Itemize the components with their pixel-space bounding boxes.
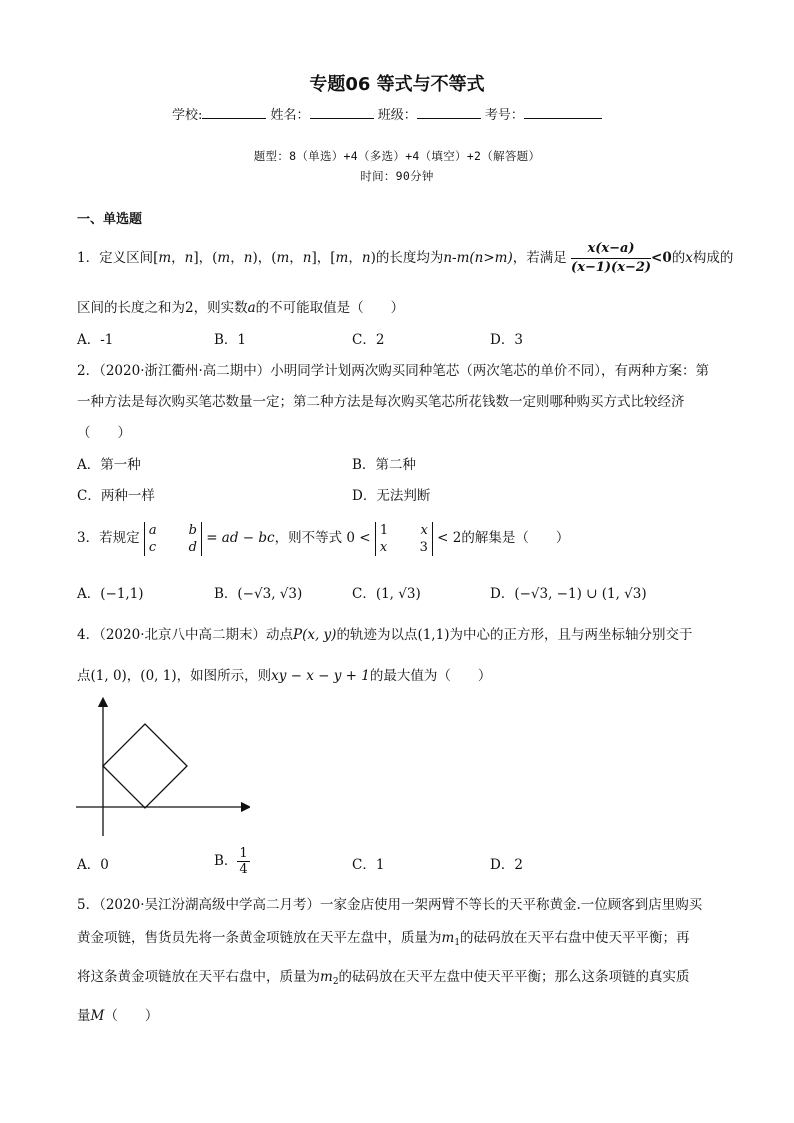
q1-text: ，若满足 <box>512 250 567 266</box>
q5-text: 将这条黄金项链放在天平右盘中，质量为 <box>77 969 320 985</box>
q4-text: 的最大值为（ ） <box>369 668 492 684</box>
subscript: 2 <box>332 977 339 987</box>
q2-line1: 2．（2020·浙江衢州·高二期中）小明同学计划两次购买同种笔芯（两次笔芯的单价不同），有两种方案：第 <box>77 363 710 379</box>
det-12: x <box>420 522 428 538</box>
q4-option-b[interactable] <box>214 841 250 881</box>
q5-text: （ ） <box>104 1008 159 1024</box>
q1-var: x <box>685 250 693 266</box>
q3-lower-bound: 0 < <box>346 530 371 546</box>
q1-var: m <box>158 250 172 266</box>
q2-option-d[interactable]: D．无法判断 <box>352 488 431 504</box>
q3-text: 的解集是（ ） <box>461 530 570 546</box>
q1-fraction-denominator: (x−1)(x−2) <box>571 260 652 275</box>
q1-text: ， <box>348 250 362 266</box>
exam-no-label: 考号： <box>484 108 524 123</box>
q1-option-d[interactable]: D．3 <box>490 332 523 348</box>
det-d: d <box>188 539 197 555</box>
q4-line1 <box>77 623 692 643</box>
q1-var: n <box>361 250 371 266</box>
q1-option-c[interactable]: C．2 <box>352 332 385 348</box>
q3-text: 3．若规定 <box>77 530 140 546</box>
q3-determinant-def <box>144 522 202 556</box>
fraction-denominator: 4 <box>239 862 248 877</box>
q1-text: ]，( <box>193 250 218 266</box>
fraction-numerator: 1 <box>239 846 248 861</box>
q4-text: ， <box>126 668 141 684</box>
q1-text: )，( <box>252 250 277 266</box>
q1-fraction <box>571 241 651 276</box>
q1-var: n <box>302 250 312 266</box>
q2-line2: 一种方法是每次购买笔芯数量一定；第二种方法是每次购买笔芯所花钱数一定则哪种购买方式比较经济 <box>77 394 685 410</box>
name-blank[interactable] <box>310 106 374 119</box>
q1-text: ， <box>230 250 244 266</box>
det-22: 3 <box>419 539 428 555</box>
q1-text: 的不可能取值是（ ） <box>255 300 405 316</box>
subscript: 1 <box>454 938 461 948</box>
q1-option-b[interactable]: B．1 <box>214 332 247 348</box>
page-title: 专题06 等式与不等式 <box>309 74 485 95</box>
q3-option-a[interactable]: A．(−1,1) <box>77 586 144 602</box>
q4-option-d[interactable]: D．2 <box>490 857 523 873</box>
q1-text: ]，[ <box>311 250 336 266</box>
q1-var: m <box>276 250 290 266</box>
q4-point-1-0: (1, 0) <box>90 668 127 684</box>
q3-option-b[interactable]: B．(−√3, √3) <box>214 586 303 602</box>
det-a: a <box>148 522 157 538</box>
q4-option-c[interactable]: C．1 <box>352 857 385 873</box>
det-21: x <box>379 539 388 555</box>
q5-line3 <box>77 965 690 987</box>
q1-var: m <box>335 250 349 266</box>
q4-expression: xy − x − y + 1 <box>271 668 370 684</box>
q5-mass-M: M <box>90 1008 105 1024</box>
q1-text: ， <box>289 250 303 266</box>
q4-point-p: P(x, y) <box>293 627 337 643</box>
q1-var: m <box>217 250 231 266</box>
q1-var: a <box>247 300 256 316</box>
q3-determinant <box>375 522 433 556</box>
q4-text: 为中心的正方形，且与两坐标轴分别交于 <box>449 627 693 643</box>
q1-var: n <box>243 250 253 266</box>
q1-text: ， <box>171 250 185 266</box>
q1-var: n <box>184 250 194 266</box>
det-c: c <box>148 539 157 555</box>
det-b: b <box>188 522 197 538</box>
q1-line2 <box>77 296 404 316</box>
q5-line4 <box>77 1004 158 1024</box>
q5-text: 量 <box>77 1008 91 1024</box>
q4-option-a[interactable]: A．0 <box>77 857 109 873</box>
class-blank[interactable] <box>417 106 481 119</box>
q5-line1: 5．（2020·吴江汾湖高级中学高二月考）一家金店使用一架两臂不等长的天平称黄金.一位顾客到店里购买 <box>77 897 703 913</box>
q3-equation: = ad − bc <box>206 530 275 546</box>
q5-text: 的砝码放在天平右盘中使天平平衡；再 <box>460 930 690 946</box>
q1-text: 区间的长度之和为2，则实数 <box>77 300 248 316</box>
q5-text: 的砝码放在天平左盘中使天平平衡；那么这条项链的真实质 <box>338 969 690 985</box>
school-blank[interactable] <box>202 106 266 119</box>
name-label: 姓名： <box>270 108 310 123</box>
q3-text: ，则不等式 <box>274 530 343 546</box>
q1-text: )的长度均为 <box>370 250 444 266</box>
q1-text: 的 <box>671 250 686 266</box>
q2-line3: （ ） <box>77 425 131 441</box>
q3-line <box>77 516 569 560</box>
det-11: 1 <box>379 522 389 538</box>
q3-upper-bound: < 2 <box>437 530 462 546</box>
exam-time: 时间：90分钟 <box>360 169 434 183</box>
q1-text: 1．定义区间[ <box>77 250 159 266</box>
q1-lt-zero: <0 <box>651 250 672 266</box>
q4-text: 4．（2020·北京八中高二期末）动点 <box>77 627 293 643</box>
q4-text: 的轨迹为以点 <box>336 627 418 643</box>
q4-option-b-label: B． <box>214 853 238 869</box>
q1-text: 构成的 <box>692 250 734 266</box>
q5-line2 <box>77 926 690 948</box>
exam-no-blank[interactable] <box>524 106 602 119</box>
q2-option-a[interactable]: A．第一种 <box>77 457 141 473</box>
q4-line2 <box>77 664 491 684</box>
class-label: 班级： <box>377 108 417 123</box>
q4-text: 点 <box>77 668 91 684</box>
q4-point-0-1: (0, 1) <box>140 668 177 684</box>
q1-option-a[interactable]: A．-1 <box>77 332 114 348</box>
student-info-fields <box>172 104 602 123</box>
q5-mass-m2: m <box>320 969 333 985</box>
q5-text: 黄金项链，售货员先将一条黄金项链放在天平左盘中，质量为 <box>77 930 442 946</box>
q3-option-c[interactable]: C．(1, √3) <box>352 586 421 602</box>
q1-fraction-numerator: x(x−a) <box>571 241 651 259</box>
section-heading: 一、单选题 <box>77 212 143 227</box>
school-label: 学校: <box>172 108 203 123</box>
q4-square-figure <box>70 696 250 838</box>
one-quarter-fraction <box>237 846 249 877</box>
q1-length-expr: n-m(n>m) <box>443 250 513 266</box>
q3-option-d[interactable]: D．(−√3, −1) ∪ (1, √3) <box>490 586 647 602</box>
q4-center: (1,1) <box>417 627 450 643</box>
q4-text: ，如图所示，则 <box>176 668 272 684</box>
q2-option-c[interactable]: C．两种一样 <box>77 488 155 504</box>
q5-mass-m1: m <box>441 930 455 946</box>
q2-option-b[interactable]: B．第二种 <box>352 457 416 473</box>
question-types: 题型：8（单选）+4（多选）+4（填空）+2（解答题） <box>253 149 541 163</box>
square-trajectory <box>103 724 187 808</box>
q1-line1 <box>77 238 733 278</box>
